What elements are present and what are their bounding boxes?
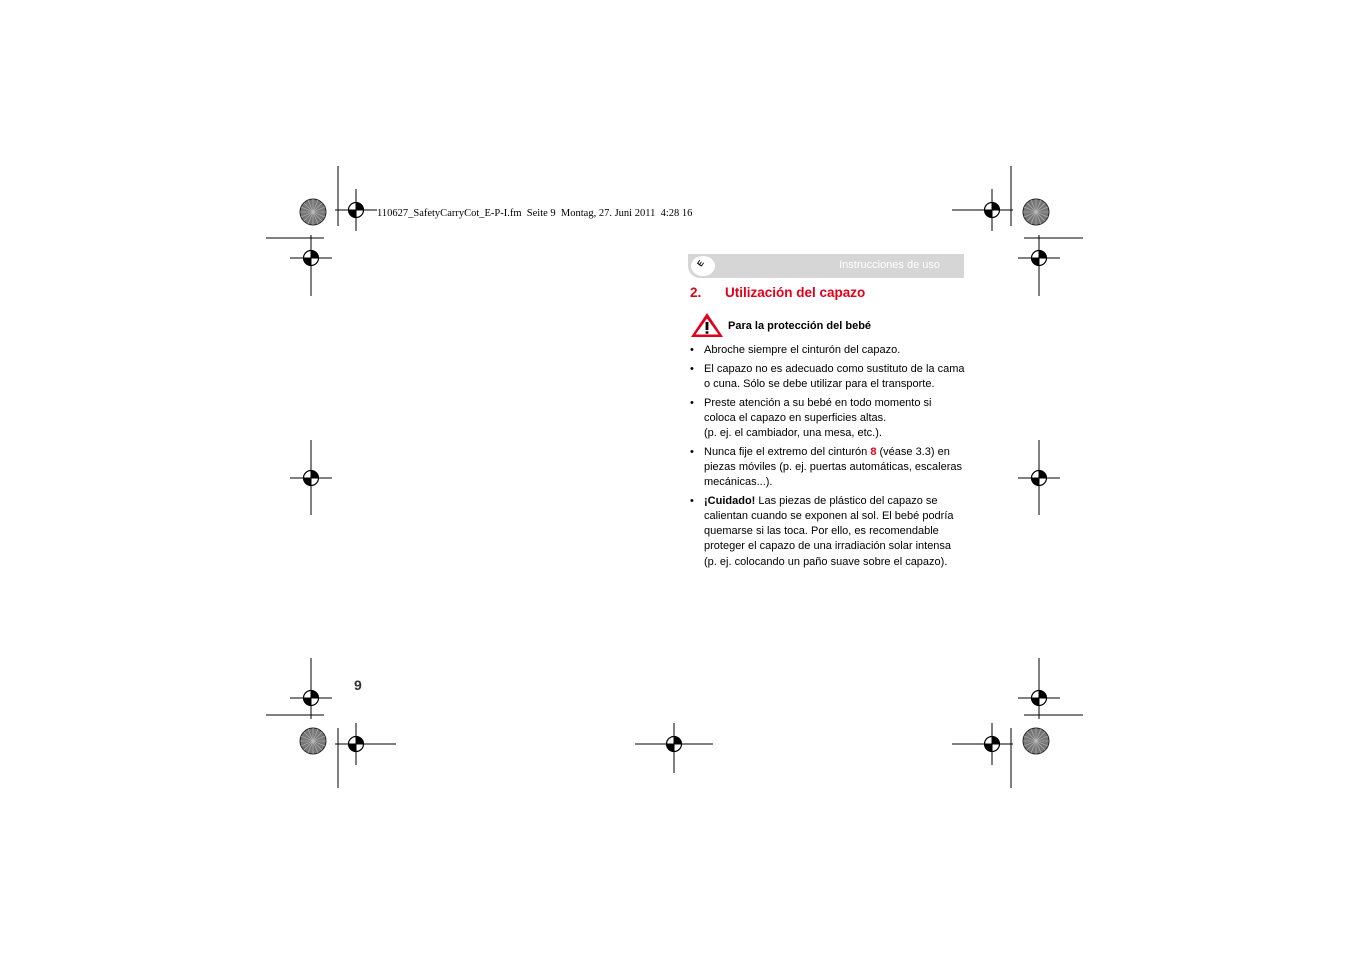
section-heading: [690, 285, 865, 300]
figure-reference: 8: [870, 445, 877, 458]
bullet-marker: •: [690, 445, 694, 458]
bullet-text-example: (p. ej. el cambiador, una mesa, etc.).: [704, 427, 882, 440]
bullet-text: Las piezas de plástico del capazo se calientan cuando se exponen al sol. El bebé podría quemarse si las toca. Por ello, es recomendable proteger el capazo de una irradiación solar intensa (p. ej. colocando un paño suave sobre el capazo).: [704, 494, 954, 568]
safety-bullet-list: [690, 343, 966, 573]
print-filename-line: 110627_SafetyCarryCot_E-P-I.fm Seite 9 Montag, 27. Juni 2011 4:28 16: [377, 208, 693, 219]
bullet-text: Nunca fije el extremo del cinturón: [704, 445, 871, 458]
bullet-text: Preste atención a su bebé en todo momento si coloca el capazo en superficies altas.: [704, 396, 932, 424]
bullet-marker: •: [690, 396, 694, 409]
list-item: [690, 494, 966, 570]
list-item: [690, 343, 966, 358]
language-badge-letter: E: [695, 258, 706, 269]
bullet-marker: •: [690, 494, 694, 507]
section-title: Utilización del capazo: [725, 285, 866, 300]
section-number: 2.: [690, 285, 702, 300]
page-number: 9: [354, 677, 362, 693]
bullet-text-continued: (véase 3.3) en piezas móviles (p. ej. puertas automáticas, escaleras mecánicas...).: [704, 445, 963, 489]
page-header-title: Instrucciones de uso: [839, 259, 940, 271]
caution-label: ¡Cuidado!: [704, 494, 756, 507]
list-item: [690, 362, 966, 392]
bullet-text: El capazo no es adecuado como sustituto de la cama o cuna. Sólo se debe utilizar para el transporte.: [704, 362, 965, 390]
bullet-marker: •: [690, 344, 694, 356]
language-badge: [688, 254, 720, 278]
list-item: [690, 445, 966, 491]
page-header-bar: [688, 254, 964, 278]
list-item: [690, 396, 966, 442]
bullet-marker: •: [690, 362, 694, 375]
warning-triangle-icon: [690, 312, 724, 338]
warning-title: Para la protección del bebé: [728, 320, 872, 332]
bullet-text: Abroche siempre el cinturón del capazo.: [704, 344, 901, 356]
